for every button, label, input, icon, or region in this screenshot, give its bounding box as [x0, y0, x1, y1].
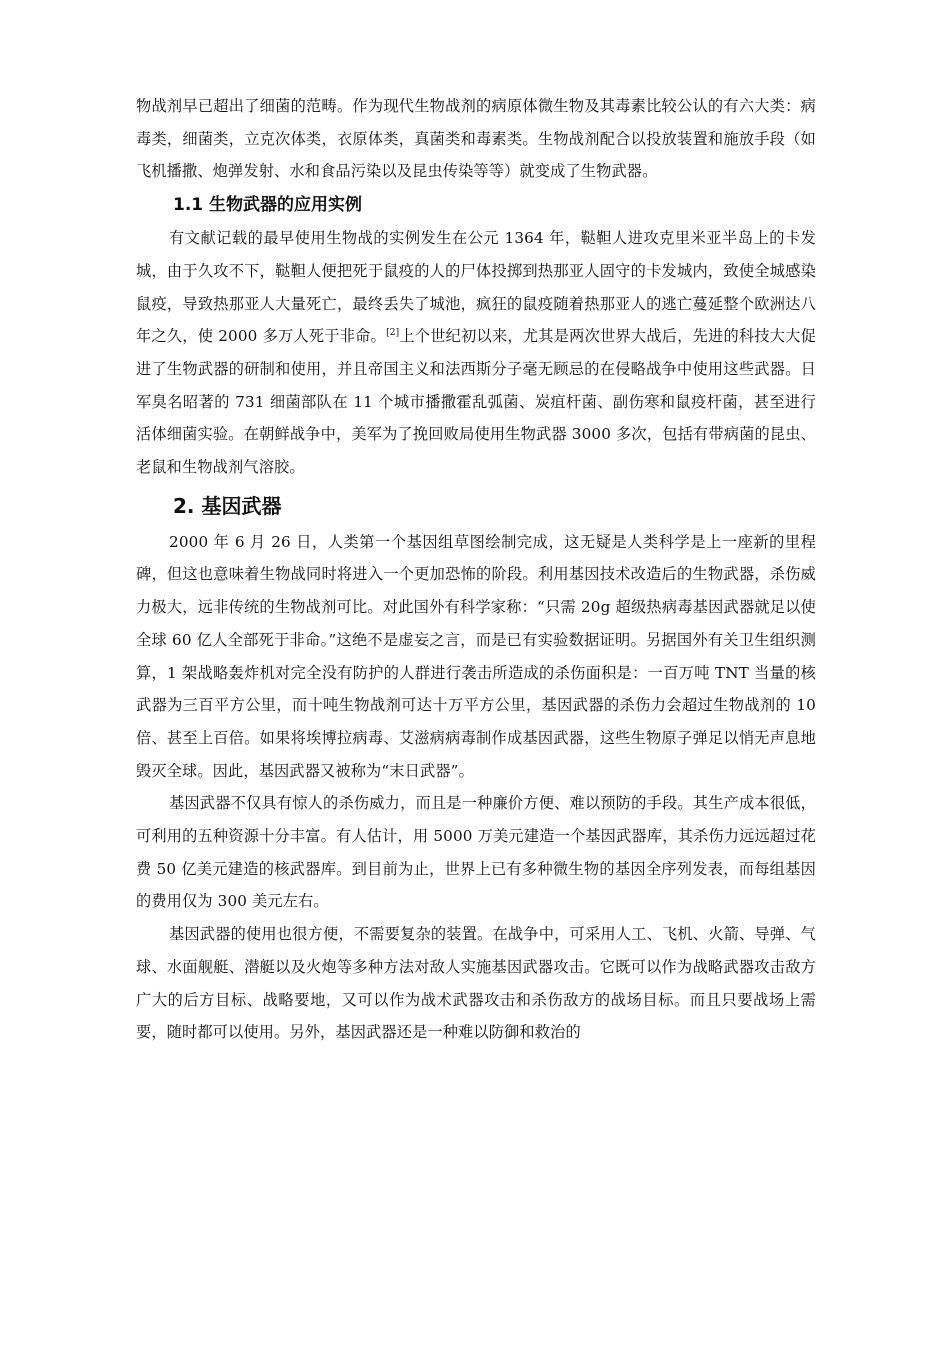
paragraph-bioweapon-examples [136, 222, 816, 484]
section-heading-2: 2. 基因武器 [173, 493, 282, 518]
paragraph-low-cost: 基因武器不仅具有惊人的杀伤威力，而且是一种廉价方便、难以预防的手段。其生产成本很低，可利用的五种资源十分丰富。有人估计，用 5000 万美元建造一个基因武器库，其杀伤力远远超过花费 50 亿美元建造的核武器库。到目前为止，世界上已有多种微生物的基因全序列发表，而每组基因的费用仅为 300 美元左右。 [136, 794, 816, 911]
paragraph-easy-use: 基因武器的使用也很方便，不需要复杂的装置。在战争中，可采用人工、飞机、火箭、导弹、气球、水面舰艇、潜艇以及火炮等多种方法对敌人实施基因武器攻击。它既可以作为战略武器攻击敌方广大的后方目标、战略要地，又可以作为战术武器攻击和杀伤敌方的战场目标。而且只要战场上需要，随时都可以使用。另外，基因武器还是一种难以防御和救治的 [136, 925, 816, 1042]
paragraph-genome-draft: 2000 年 6 月 26 日，人类第一个基因组草图绘制完成，这无疑是人类科学是上一座新的里程碑，但这也意味着生物战同时将进入一个更加恐怖的阶段。利用基因技术改造后的生物武器，杀伤威力极大，远非传统的生物战剂可比。对此国外有科学家称：“只需 20g 超级热病毒基因武器就足以使全球 60 亿人全部死于非命。”这绝不是虚妄之言，而是已有实验数据证明。另据国外有关卫生组织测算，1 架战略轰炸机对完全没有防护的人群进行袭击所造成的杀伤面积是：一百万吨 TNT 当量的核武器为三百平方公里，而十吨生物战剂可达十万平方公里，基因武器的杀伤力会超过生物战剂的 10 倍、甚至上百倍。如果将埃博拉病毒、艾滋病病毒制作成基因武器，这些生物原子弹足以悄无声息地毁灭全球。因此，基因武器又被称为“末日武器”。 [136, 532, 816, 780]
paragraph-text-part: 上个世纪初以来，尤其是两次世界大战后，先进的科技大大促进了生物武器的研制和使用，并且帝国主义和法西斯分子毫无顾忌的在侵略战争中使用这些武器。日军臭名昭著的 731 细菌部队在 11 个城市播撒霍乱弧菌、炭疽杆菌、副伤寒和鼠疫杆菌，甚至进行活体细菌实验。在朝鲜战争中，美军为了挽回败局使用生物武器 3000 多次，包括有带病菌的昆虫、老鼠和生物战剂气溶胶。 [136, 327, 816, 477]
document-page [136, 90, 816, 1049]
paragraph-text-part: 有文献记载的最早使用生物战的实例发生在公元 1364 年，鞑靼人进攻克里米亚半岛上的卡发城，由于久攻不下，鞑靼人便把死于鼠疫的人的尸体投掷到热那亚人固守的卡发城内，致使全城感染鼠疫，导致热那亚人大量死亡，最终丢失了城池，疯狂的鼠疫随着热那亚人的逃亡蔓延整个欧洲达八年之久，使 2000 多万人死于非命。 [136, 229, 816, 346]
section-heading-1-1: 1.1 生物武器的应用实例 [173, 195, 363, 216]
paragraph-intro-continued: 物战剂早已超出了细菌的范畴。作为现代生物战剂的病原体微生物及其毒素比较公认的有六大类：病毒类，细菌类，立克次体类，衣原体类，真菌类和毒素类。生物战剂配合以投放装置和施放手段（如飞机播撒、炮弹发射、水和食品污染以及昆虫传染等等）就变成了生物武器。 [136, 97, 816, 181]
citation-reference: [2] [386, 328, 400, 339]
